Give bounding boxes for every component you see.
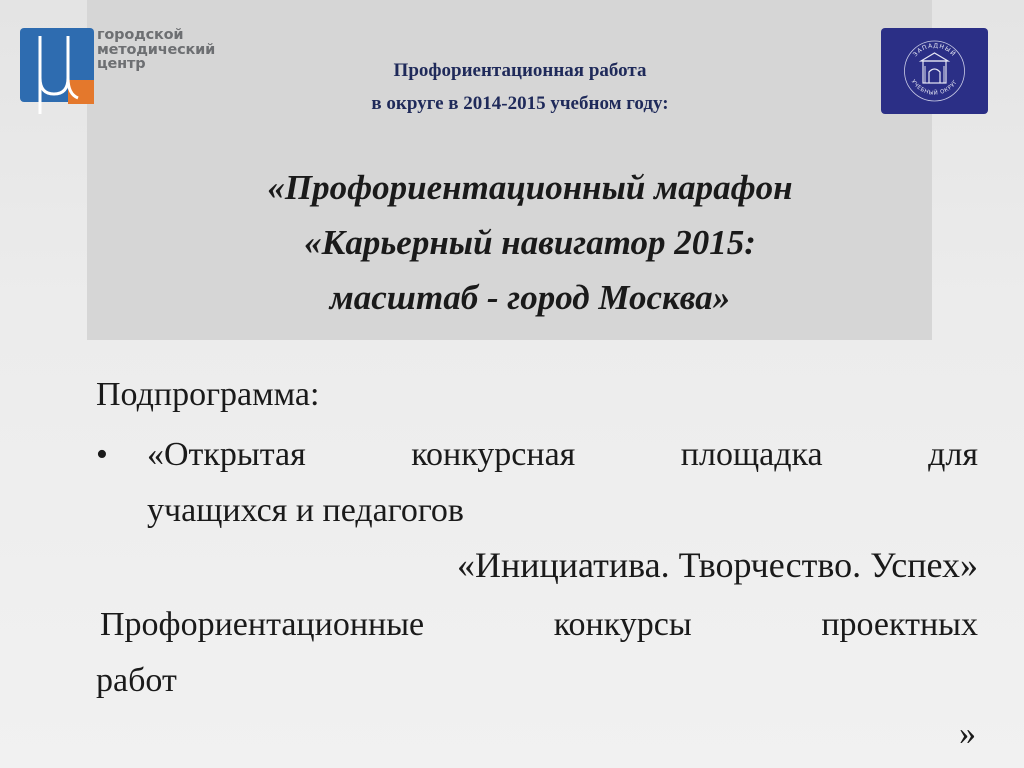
gmc-logo — [20, 28, 235, 114]
subtitle — [300, 54, 740, 120]
subprogram-label: Подпрограмма: — [96, 376, 320, 413]
logo-line-1: городской — [97, 27, 184, 43]
ring-text-top: ЗАПАДНЫЙ — [911, 42, 958, 59]
western-district-logo — [881, 28, 988, 114]
logo-line-2: методический — [97, 41, 216, 58]
svg-text:УЧЕБНЫЙ ОКРУГ — [910, 79, 960, 97]
slogan: «Инициатива. Творчество. Успех» — [456, 545, 978, 585]
logo-line-3: центр — [97, 56, 146, 72]
building-gate-icon — [881, 28, 988, 114]
closing-quote: » — [959, 715, 976, 752]
slide-title — [150, 160, 910, 325]
projects-line-1: Профориентационные конкурсы проектных — [100, 606, 978, 643]
subtitle-line-1: Профориентационная работа — [393, 60, 647, 81]
title-line-3: масштаб - город Москва» — [329, 278, 731, 317]
bullet-glyph: • — [96, 436, 108, 473]
title-line-2: «Карьерный навигатор 2015: — [304, 223, 756, 262]
mu-letter-icon — [20, 28, 100, 114]
title-line-1: «Профориентационный марафон — [267, 168, 793, 207]
gmc-logo-text — [97, 28, 215, 72]
bullet-line-1: «Открытая конкурсная площадка для — [147, 436, 978, 473]
subtitle-line-2: в округе в 2014-2015 учебном году: — [371, 93, 669, 114]
bullet-line-2: учащихся и педагогов — [147, 492, 464, 529]
ring-text-bottom: УЧЕБНЫЙ ОКРУГ — [909, 78, 960, 97]
svg-text:ЗАПАДНЫЙ — [912, 42, 957, 58]
projects-line-2: работ — [96, 662, 177, 699]
